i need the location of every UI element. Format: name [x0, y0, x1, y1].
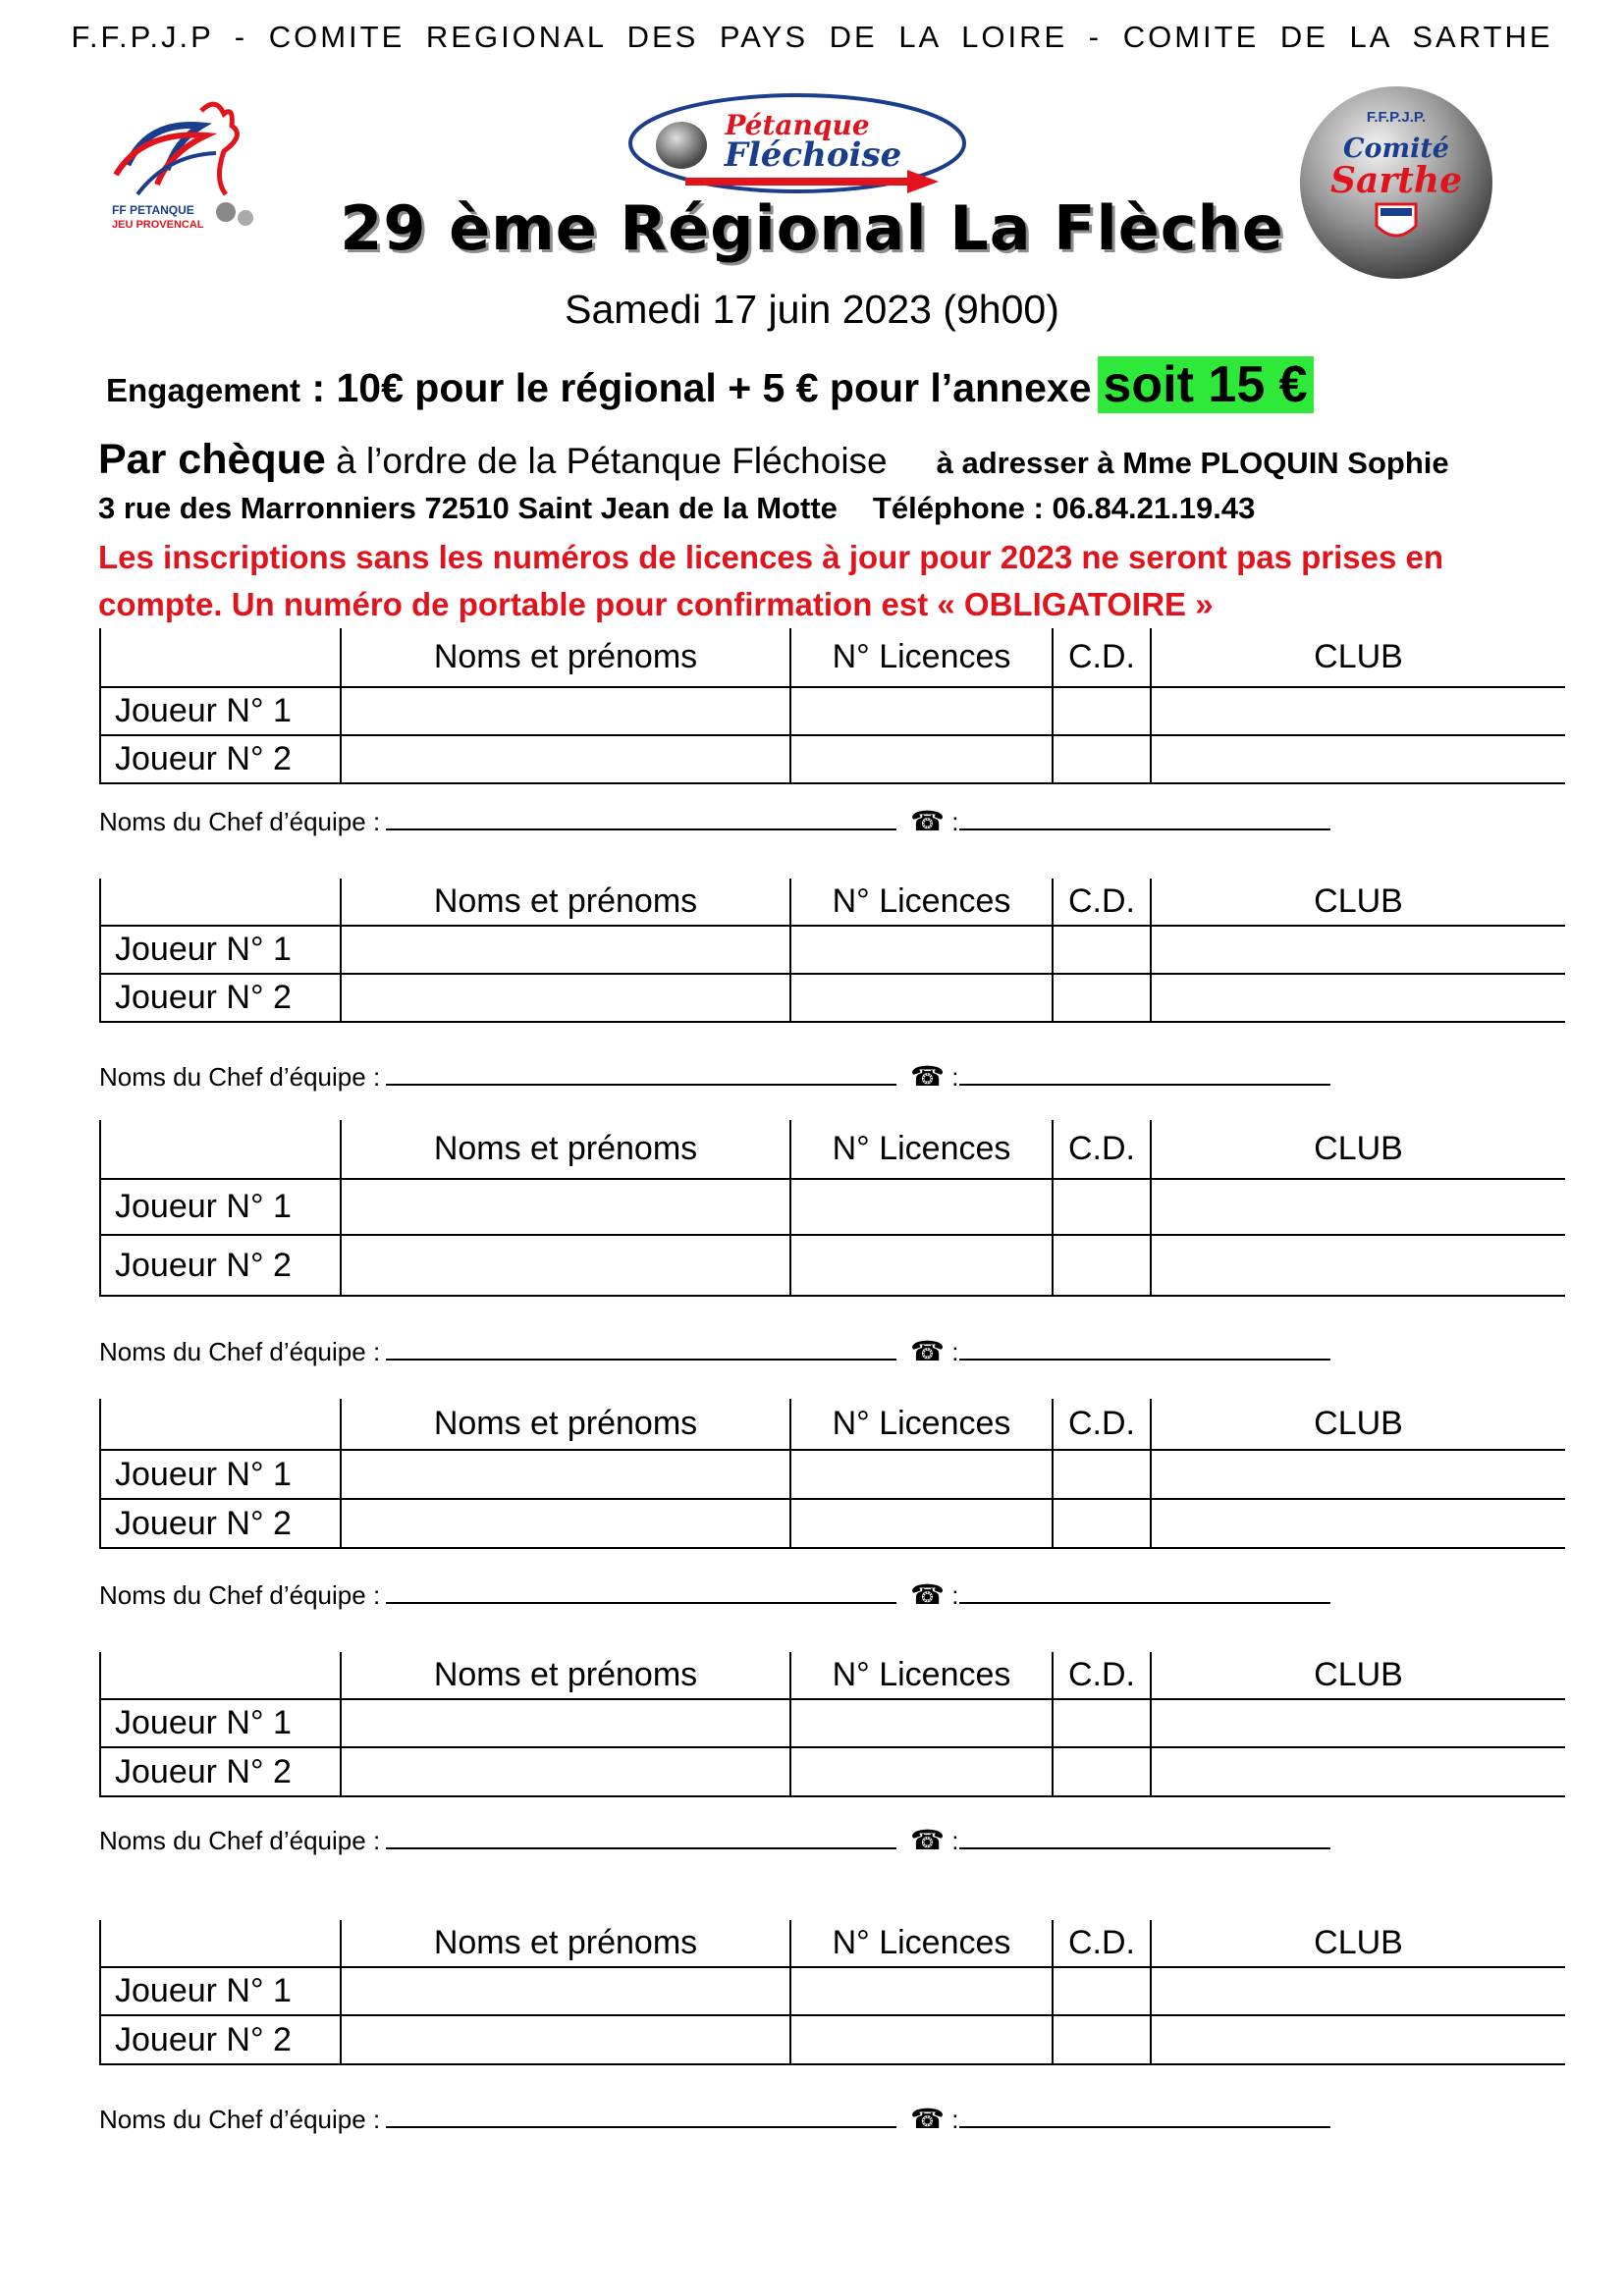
phone-colon: :	[945, 1062, 959, 1092]
team-captain-line	[99, 805, 1330, 837]
phone-colon: :	[945, 1580, 959, 1610]
column-header: CLUB	[1151, 1652, 1565, 1699]
column-header: Noms et prénoms	[341, 879, 790, 926]
player-label: Joueur N° 2	[100, 1235, 341, 1296]
phone-icon: ☎	[910, 1336, 946, 1366]
player-label: Joueur N° 1	[100, 1699, 341, 1747]
table-row	[100, 1179, 1565, 1235]
cd-input-cell[interactable]	[1053, 1499, 1151, 1548]
table-header-row	[100, 1399, 1565, 1450]
cd-input-cell[interactable]	[1053, 1747, 1151, 1796]
column-header: C.D.	[1053, 879, 1151, 926]
captain-phone-field[interactable]	[959, 1060, 1330, 1086]
column-header: CLUB	[1151, 628, 1565, 687]
team-captain-line	[99, 1824, 1330, 1856]
license-input-cell[interactable]	[790, 1699, 1053, 1747]
table-row	[100, 2015, 1565, 2064]
column-header: CLUB	[1151, 1399, 1565, 1450]
name-input-cell[interactable]	[341, 2015, 790, 2064]
name-input-cell[interactable]	[341, 1499, 790, 1548]
player-label: Joueur N° 1	[100, 926, 341, 974]
license-input-cell[interactable]	[790, 1747, 1053, 1796]
table-row	[100, 735, 1565, 783]
phone-icon: ☎	[910, 1061, 946, 1092]
team-captain-line	[99, 1335, 1330, 1367]
phone-icon: ☎	[910, 2104, 946, 2134]
team-table	[99, 879, 1565, 1023]
header-empty-cell	[100, 1120, 341, 1179]
cd-input-cell[interactable]	[1053, 687, 1151, 735]
team-table	[99, 628, 1565, 784]
license-input-cell[interactable]	[790, 1499, 1053, 1548]
table-header-row	[100, 879, 1565, 926]
column-header: CLUB	[1151, 1920, 1565, 1967]
player-label: Joueur N° 1	[100, 687, 341, 735]
engagement-total-highlight: soit 15 €	[1098, 356, 1314, 413]
header-empty-cell	[100, 879, 341, 926]
name-input-cell[interactable]	[341, 1747, 790, 1796]
license-input-cell[interactable]	[790, 974, 1053, 1022]
table-header-row	[100, 1120, 1565, 1179]
captain-label: Noms du Chef d’équipe :	[99, 1826, 381, 1855]
cd-input-cell[interactable]	[1053, 926, 1151, 974]
team-captain-line	[99, 1578, 1330, 1611]
phone-icon: ☎	[910, 806, 946, 836]
engagement-label: Engagement	[106, 372, 301, 408]
license-input-cell[interactable]	[790, 1235, 1053, 1296]
column-header: C.D.	[1053, 628, 1151, 687]
payment-line	[98, 436, 1449, 484]
player-label: Joueur N° 1	[100, 1179, 341, 1235]
club-input-cell[interactable]	[1151, 2015, 1565, 2064]
license-input-cell[interactable]	[790, 735, 1053, 783]
club-input-cell[interactable]	[1151, 974, 1565, 1022]
captain-phone-field[interactable]	[959, 2103, 1330, 2128]
postal-address: 3 rue des Marronniers 72510 Saint Jean de la Motte	[98, 491, 838, 525]
club-input-cell[interactable]	[1151, 687, 1565, 735]
cd-input-cell[interactable]	[1053, 1967, 1151, 2015]
captain-label: Noms du Chef d’équipe :	[99, 2105, 381, 2134]
cd-input-cell[interactable]	[1053, 1699, 1151, 1747]
ff-petanque-logo-text-2: JEU PROVENCAL	[112, 219, 204, 231]
team-table	[99, 1652, 1565, 1797]
name-input-cell[interactable]	[341, 687, 790, 735]
comite-sarthe-logo-text-3: Sarthe	[1330, 160, 1462, 201]
club-input-cell[interactable]	[1151, 1179, 1565, 1235]
team-table	[99, 1399, 1565, 1549]
name-input-cell[interactable]	[341, 1699, 790, 1747]
player-label: Joueur N° 1	[100, 1450, 341, 1499]
captain-phone-field[interactable]	[959, 1824, 1330, 1849]
team-table	[99, 1120, 1565, 1297]
license-input-cell[interactable]	[790, 1967, 1053, 2015]
column-header: Noms et prénoms	[341, 1399, 790, 1450]
ff-petanque-logo-text-1: FF PETANQUE	[112, 203, 194, 217]
column-header: C.D.	[1053, 1920, 1151, 1967]
header-empty-cell	[100, 1652, 341, 1699]
phone-colon: :	[945, 807, 959, 836]
payment-text: à l’ordre de la Pétanque Fléchoise	[325, 441, 888, 481]
table-row	[100, 1967, 1565, 2015]
name-input-cell[interactable]	[341, 1450, 790, 1499]
address-line	[98, 491, 1255, 526]
table-header-row	[100, 1920, 1565, 1967]
table-row	[100, 687, 1565, 735]
club-input-cell[interactable]	[1151, 1499, 1565, 1548]
cd-input-cell[interactable]	[1053, 735, 1151, 783]
column-header: N° Licences	[790, 1652, 1053, 1699]
engagement-text: : 10€ pour le régional + 5 € pour l’annexe	[300, 365, 1092, 410]
captain-name-field[interactable]	[386, 805, 896, 830]
player-label: Joueur N° 2	[100, 2015, 341, 2064]
event-date: Samedi 17 juin 2023 (9h00)	[565, 287, 1059, 332]
top-header: F.F.P.J.P - COMITE REGIONAL DES PAYS DE LA LOIRE - COMITE DE LA SARTHE	[71, 20, 1553, 54]
player-label: Joueur N° 2	[100, 974, 341, 1022]
table-row	[100, 1235, 1565, 1296]
phone-colon: :	[945, 2105, 959, 2134]
club-input-cell[interactable]	[1151, 1747, 1565, 1796]
cd-input-cell[interactable]	[1053, 974, 1151, 1022]
column-header: C.D.	[1053, 1120, 1151, 1179]
phone-colon: :	[945, 1337, 959, 1366]
club-input-cell[interactable]	[1151, 1967, 1565, 2015]
comite-sarthe-logo-text-2: Comité	[1343, 133, 1449, 164]
name-input-cell[interactable]	[341, 1179, 790, 1235]
header-empty-cell	[100, 1920, 341, 1967]
table-row	[100, 1699, 1565, 1747]
column-header: N° Licences	[790, 1920, 1053, 1967]
cd-input-cell[interactable]	[1053, 2015, 1151, 2064]
captain-phone-field[interactable]	[959, 805, 1330, 830]
license-input-cell[interactable]	[790, 2015, 1053, 2064]
player-label: Joueur N° 1	[100, 1967, 341, 2015]
club-input-cell[interactable]	[1151, 926, 1565, 974]
column-header: CLUB	[1151, 879, 1565, 926]
phone-colon: :	[945, 1826, 959, 1855]
column-header: N° Licences	[790, 1399, 1053, 1450]
column-header: CLUB	[1151, 1120, 1565, 1179]
petanque-flechoise-logo-text-2: Fléchoise	[724, 135, 902, 175]
club-input-cell[interactable]	[1151, 1450, 1565, 1499]
cd-input-cell[interactable]	[1053, 1235, 1151, 1296]
name-input-cell[interactable]	[341, 974, 790, 1022]
team-captain-line	[99, 2103, 1330, 2135]
table-header-row	[100, 1652, 1565, 1699]
captain-label: Noms du Chef d’équipe :	[99, 1580, 381, 1610]
name-input-cell[interactable]	[341, 1235, 790, 1296]
table-row	[100, 1747, 1565, 1796]
contact-phone: Téléphone : 06.84.21.19.43	[872, 491, 1256, 525]
petanque-flechoise-logo-text-1: Pétanque	[725, 109, 870, 141]
table-row	[100, 1499, 1565, 1548]
petanque-flechoise-logo	[626, 91, 968, 195]
player-label: Joueur N° 2	[100, 735, 341, 783]
phone-icon: ☎	[910, 1825, 946, 1855]
club-input-cell[interactable]	[1151, 735, 1565, 783]
name-input-cell[interactable]	[341, 926, 790, 974]
name-input-cell[interactable]	[341, 1967, 790, 2015]
column-header: Noms et prénoms	[341, 1920, 790, 1967]
club-input-cell[interactable]	[1151, 1235, 1565, 1296]
payment-recipient: à adresser à Mme PLOQUIN Sophie	[936, 446, 1449, 480]
cd-input-cell[interactable]	[1053, 1179, 1151, 1235]
captain-phone-field[interactable]	[959, 1335, 1330, 1361]
captain-label: Noms du Chef d’équipe :	[99, 807, 381, 836]
captain-label: Noms du Chef d’équipe :	[99, 1062, 381, 1092]
header-empty-cell	[100, 1399, 341, 1450]
column-header: Noms et prénoms	[341, 628, 790, 687]
column-header: N° Licences	[790, 1120, 1053, 1179]
engagement-line	[106, 355, 1314, 414]
team-table	[99, 1920, 1565, 2065]
captain-label: Noms du Chef d’équipe :	[99, 1337, 381, 1366]
captain-name-field[interactable]	[386, 1060, 896, 1086]
cd-input-cell[interactable]	[1053, 1450, 1151, 1499]
column-header: N° Licences	[790, 628, 1053, 687]
table-row	[100, 926, 1565, 974]
captain-name-field[interactable]	[386, 1335, 896, 1361]
license-input-cell[interactable]	[790, 1450, 1053, 1499]
comite-sarthe-logo-text-1: F.F.P.J.P.	[1366, 109, 1427, 126]
player-label: Joueur N° 2	[100, 1747, 341, 1796]
license-notice: Les inscriptions sans les numéros de licences à jour pour 2023 ne seront pas prises en compte. Un numéro de portable pour confirmation est « OBLIGATOIRE »	[98, 539, 1444, 622]
column-header: Noms et prénoms	[341, 1120, 790, 1179]
captain-name-field[interactable]	[386, 1824, 896, 1849]
captain-name-field[interactable]	[386, 1578, 896, 1604]
captain-name-field[interactable]	[386, 2103, 896, 2128]
column-header: C.D.	[1053, 1652, 1151, 1699]
captain-phone-field[interactable]	[959, 1578, 1330, 1604]
name-input-cell[interactable]	[341, 735, 790, 783]
column-header: N° Licences	[790, 879, 1053, 926]
license-input-cell[interactable]	[790, 1179, 1053, 1235]
table-row	[100, 1450, 1565, 1499]
header-empty-cell	[100, 628, 341, 687]
license-input-cell[interactable]	[790, 687, 1053, 735]
team-captain-line	[99, 1060, 1330, 1093]
table-row	[100, 974, 1565, 1022]
table-header-row	[100, 628, 1565, 687]
phone-icon: ☎	[910, 1579, 946, 1610]
payment-label: Par chèque	[98, 436, 326, 483]
column-header: C.D.	[1053, 1399, 1151, 1450]
license-input-cell[interactable]	[790, 926, 1053, 974]
club-input-cell[interactable]	[1151, 1699, 1565, 1747]
event-title: 29 ème Régional La Flèche	[340, 192, 1284, 264]
column-header: Noms et prénoms	[341, 1652, 790, 1699]
player-label: Joueur N° 2	[100, 1499, 341, 1548]
